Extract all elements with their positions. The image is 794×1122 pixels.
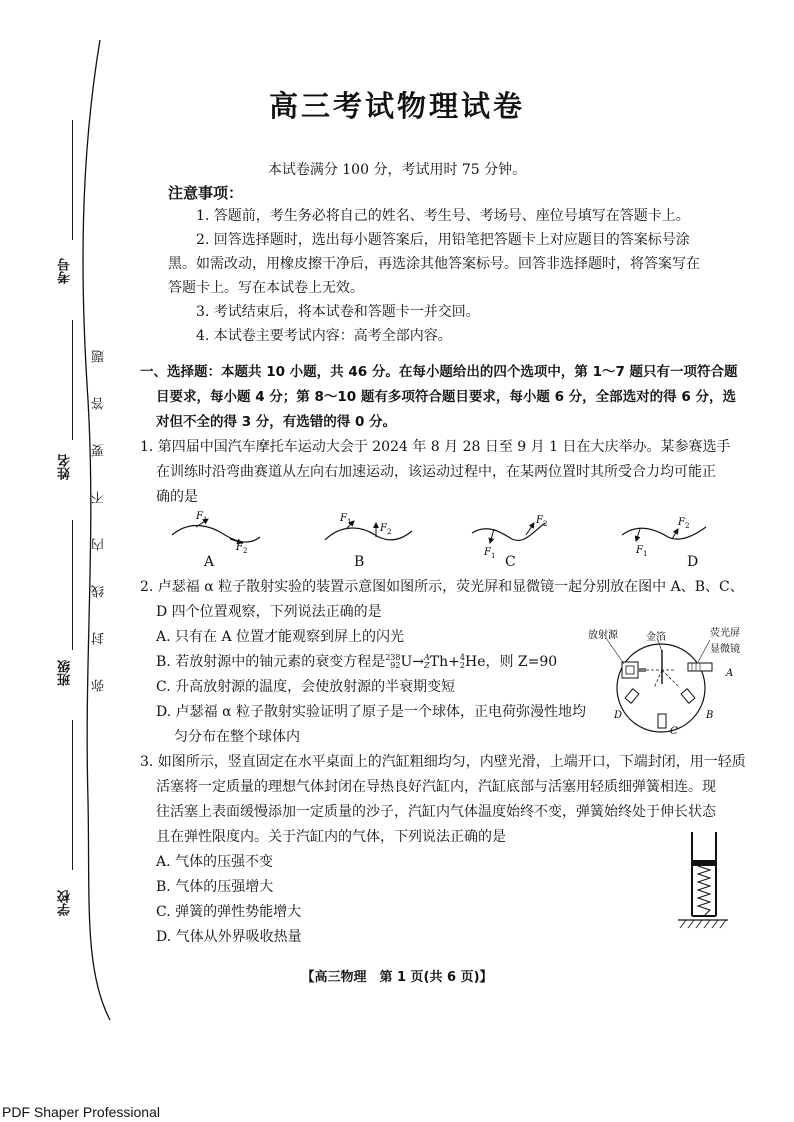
binding-line (80, 40, 120, 1020)
xuexiao-label: 学校 (58, 890, 73, 916)
q3-stem: 活塞将一定质量的理想气体封闭在导热良好汽缸内，汽缸底部与活塞用轻质细弹簧相连。现 (156, 779, 716, 795)
q3-option-b: B. 气体的压强增大 (156, 879, 274, 895)
q3-option-d: D. 气体从外界吸收热量 (156, 929, 302, 945)
fig-foil-label: 金箔 (646, 632, 666, 643)
fig-screen-label: 荧光屏 (710, 628, 740, 639)
page-footer: 【高三物理 第 1 页(共 6 页)】 (301, 970, 493, 985)
force-label: $F_2$ (536, 515, 548, 528)
force-label: $F_1$ (340, 513, 352, 526)
q2-option-a: A. 只有在 A 位置才能观察到屏上的闪光 (156, 629, 405, 645)
xuexiao-blank[interactable] (72, 720, 73, 870)
q1-option-label: A (204, 554, 215, 570)
q1-option-label: B (354, 554, 365, 570)
q2-option-d: D. 卢瑟福 α 粒子散射实验证明了原子是一个球体，正电荷弥漫性地均 (156, 704, 586, 720)
fig-pos-d: D (614, 710, 623, 721)
notice-item: 4. 本试卷主要考试内容：高考全部内容。 (196, 328, 452, 344)
banji-blank[interactable] (72, 520, 73, 650)
notice-item: 黑。如需改动，用橡皮擦干净后，再选涂其他答案标号。回答非选择题时，将答案写在 (168, 256, 700, 272)
fig-pos-c: C (670, 726, 678, 737)
notice-heading: 注意事项： (168, 184, 244, 202)
banji-label: 班级 (58, 660, 73, 686)
xingming-blank[interactable] (72, 320, 73, 440)
section-intro: 目要求，每小题 4 分；第 8～10 题有多项符合题目要求，每小题 6 分，全部选对的得 6 分，选 (156, 389, 736, 405)
q1-option-label: D (687, 554, 699, 570)
seal-char: 内 (92, 538, 107, 551)
section-intro: 一、选择题：本题共 10 小题，共 46 分。在每小题给出的四个选项中，第 1～7 题只有一项符合题 (140, 364, 738, 380)
seal-char: 要 (92, 444, 107, 457)
notice-item: 3. 考试结束后，将本试卷和答题卡一并交回。 (196, 304, 480, 320)
seal-char: 封 (92, 632, 107, 645)
q1-figures (150, 505, 750, 575)
q2-option-b-eq: U→ (400, 654, 425, 670)
q1-stem: 确的是 (156, 489, 198, 505)
section-intro: 对但不全的得 3 分，有选错的得 0 分。 (156, 414, 397, 430)
kaohao-label: 考号 (58, 258, 73, 284)
xingming-label: 姓名 (58, 454, 73, 480)
force-label: $F_1$ (196, 511, 208, 524)
watermark: PDF Shaper Professional (2, 1104, 160, 1120)
force-label: $F_2$ (236, 542, 248, 555)
q1-option-label: C (505, 554, 516, 570)
q2-option-c: C. 升高放射源的温度，会使放射源的半衰期变短 (156, 679, 456, 695)
q2-option-b-th: Th+ (429, 654, 460, 670)
seal-char: 线 (92, 585, 107, 598)
q3-stem: 3. 如图所示，竖直固定在水平桌面上的汽缸粗细均匀，内壁光滑，上端开口，下端封闭，用一轻质 (140, 754, 746, 770)
q2-stem: D 四个位置观察，下列说法正确的是 (156, 604, 382, 620)
subtitle: 本试卷满分 100 分，考试用时 75 分钟。 (267, 162, 527, 178)
q3-option-c: C. 弹簧的弹性势能增大 (156, 904, 302, 920)
notice-item: 1. 答题前，考生务必将自己的姓名、考生号、考场号、座位号填写在答题卡上。 (196, 208, 690, 224)
fig-source-label: 放射源 (588, 630, 618, 641)
q1-stem: 1. 第四届中国汽车摩托车运动大会于 2024 年 8 月 28 日至 9 月 1 日在大庆举办。某参赛选手 (140, 439, 731, 455)
fig-microscope-label: 显微镜 (710, 644, 740, 655)
notice-item: 答题卡上。写在本试卷上无效。 (168, 280, 364, 296)
q2-option-b-text: B. 若放射源中的铀元素的衰变方程是 (156, 654, 386, 670)
force-label: $F_2$ (380, 523, 392, 536)
seal-char: 弥 (92, 679, 107, 692)
force-label: $F_1$ (636, 545, 648, 558)
notice-item: 2. 回答选择题时，选出每小题答案后，用铅笔把答题卡上对应题目的答案标号涂 (196, 232, 690, 248)
q3-stem: 往活塞上表面缓慢添加一定质量的沙子，汽缸内气体温度始终不变，弹簧始终处于伸长状态 (156, 804, 716, 820)
q2-stem: 2. 卢瑟福 α 粒子散射实验的装置示意图如图所示，荧光屏和显微镜一起分别放在图中 A、B、C、 (140, 579, 744, 595)
q1-stem: 在训练时沿弯曲赛道从左向右加速运动，该运动过程中，在某两位置时其所受合力均可能正 (156, 464, 716, 480)
q2-option-b: B. 若放射源中的铀元素的衰变方程是238 92U→A ZTh+4 2He，则 Z=90 (156, 653, 558, 670)
seal-char: 答 (92, 397, 107, 410)
seal-char: 题 (92, 350, 107, 363)
seal-char: 不 (92, 491, 107, 504)
rutherford-figure (588, 626, 748, 738)
q2-option-d-cont: 匀分布在整个球体内 (174, 729, 300, 745)
q2-option-b-he: He，则 Z=90 (464, 654, 558, 670)
fig-pos-b: B (706, 710, 714, 721)
kaohao-blank[interactable] (72, 120, 73, 240)
page-title: 高三考试物理试卷 (268, 89, 525, 123)
q3-option-a: A. 气体的压强不变 (156, 854, 274, 870)
q3-stem: 且在弹性限度内。关于汽缸内的气体，下列说法正确的是 (156, 829, 506, 845)
fig-pos-a: A (726, 668, 734, 679)
cylinder-figure (672, 830, 732, 930)
force-label: $F_1$ (484, 547, 496, 560)
force-label: $F_2$ (678, 517, 690, 530)
